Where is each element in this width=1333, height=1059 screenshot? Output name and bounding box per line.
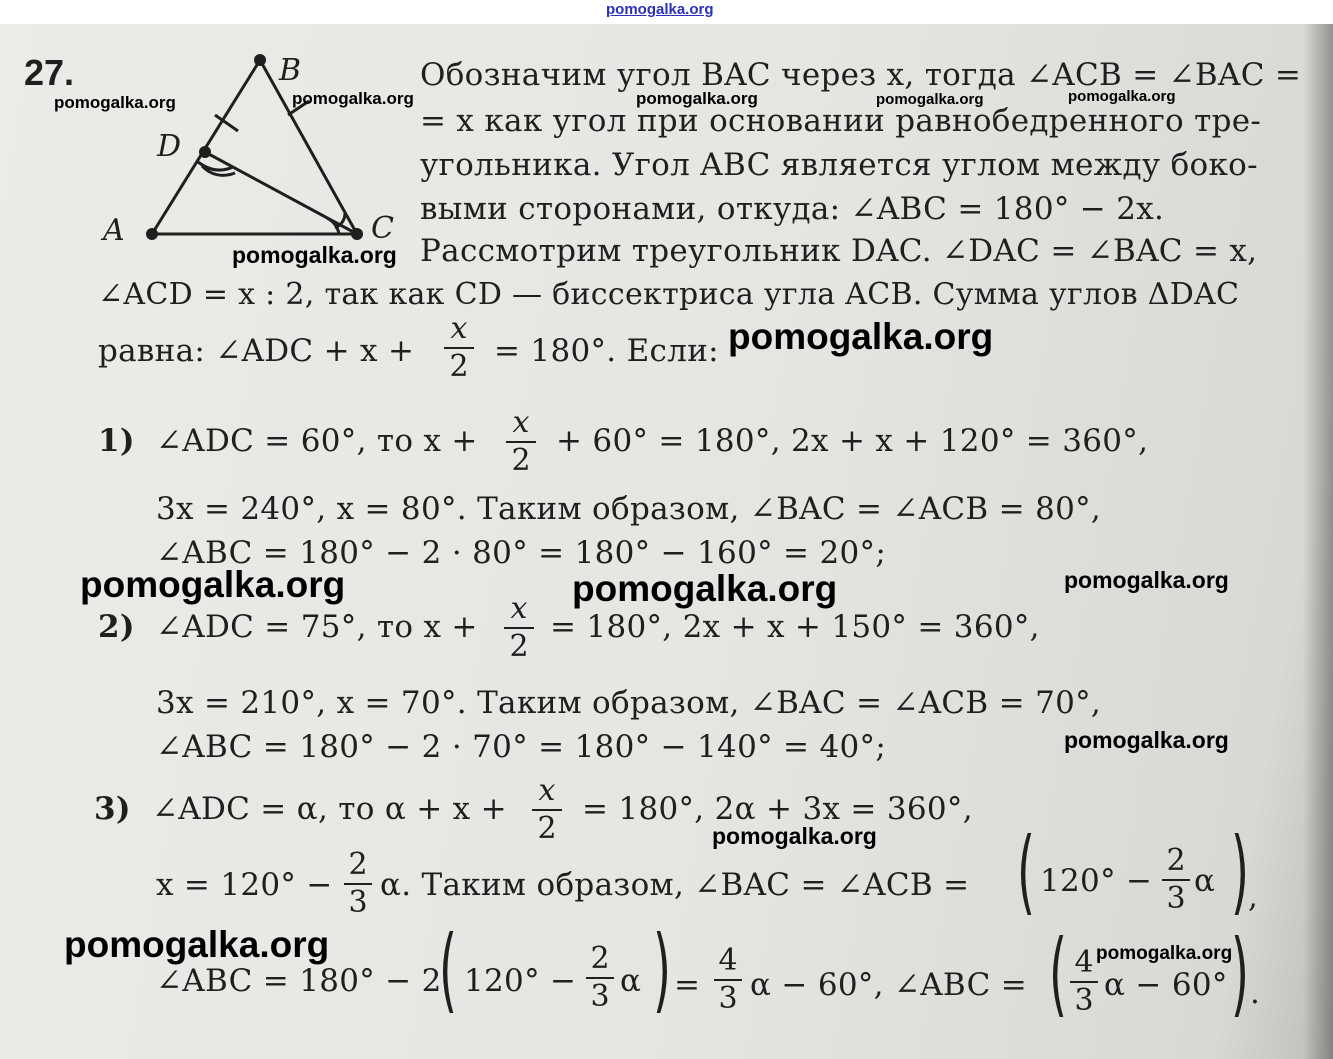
case1-index: 1) bbox=[98, 423, 135, 459]
watermark: pomogalka.org bbox=[80, 564, 346, 605]
case3-line1-left: ∠ADC = α, то α + x + bbox=[152, 791, 507, 827]
case3-line3-eq: = bbox=[674, 967, 701, 1003]
case3-line2-paren-b: α bbox=[1194, 863, 1216, 899]
paren-open-2: ( bbox=[438, 916, 457, 1023]
case2-index: 2) bbox=[98, 609, 135, 645]
case2-line2: 3x = 210°, x = 70°. Таким образом, ∠BAC = ∠ACB = 70°, bbox=[156, 685, 1102, 721]
case1-line1-right: + 60° = 180°, 2x + x + 120° = 360°, bbox=[556, 423, 1149, 459]
case3-fraction-2-3-c: 2 3 bbox=[586, 944, 614, 1012]
watermark: pomogalka.org bbox=[1064, 567, 1229, 593]
intro-line-2: = x как угол при основании равнобедренного тре- bbox=[420, 103, 1262, 139]
case2-line1-left: ∠ADC = 75°, то x + bbox=[156, 609, 478, 645]
watermark: pomogalka.org bbox=[292, 89, 414, 108]
vertex-c bbox=[351, 228, 363, 240]
case3-fraction-2-3-a: 2 3 bbox=[344, 850, 372, 918]
case3-line2-a: x = 120° − bbox=[156, 867, 333, 903]
case3-line3-end: . bbox=[1250, 975, 1261, 1011]
watermark: pomogalka.org bbox=[232, 242, 397, 268]
case2-line1-right: = 180°, 2x + x + 150° = 360°, bbox=[550, 609, 1040, 645]
watermark: pomogalka.org bbox=[54, 93, 176, 112]
page-binding-shadow bbox=[1303, 24, 1333, 1059]
label-b: B bbox=[279, 53, 302, 88]
case3-line3-a: ∠ABC = 180° − 2 bbox=[156, 963, 442, 999]
case3-line3-paren-a: 120° − bbox=[464, 963, 577, 999]
watermark: pomogalka.org bbox=[64, 924, 330, 965]
case3-line2-end: , bbox=[1248, 879, 1259, 915]
case2-line3: ∠ABC = 180° − 2 · 70° = 180° − 140° = 40°; bbox=[156, 729, 887, 765]
sum-line-left: равна: ∠ADC + x + bbox=[98, 333, 415, 369]
watermark: pomogalka.org bbox=[1068, 88, 1176, 105]
paren-open-3: ( bbox=[1048, 920, 1067, 1027]
watermark: pomogalka.org bbox=[728, 316, 994, 357]
watermark: pomogalka.org bbox=[1064, 727, 1229, 753]
watermark: pomogalka.org bbox=[712, 823, 877, 849]
problem-number: 27. bbox=[24, 52, 75, 93]
fraction-x-over-2: x 2 bbox=[444, 314, 474, 382]
paren-close-3: ) bbox=[1230, 920, 1249, 1027]
label-c: C bbox=[371, 211, 394, 246]
watermark: pomogalka.org bbox=[876, 91, 984, 108]
case3-fraction-x2: x 2 bbox=[532, 776, 562, 844]
case3-fraction-2-3-b: 2 3 bbox=[1162, 846, 1190, 914]
case1-line1-left: ∠ADC = 60°, то x + bbox=[156, 423, 478, 459]
sum-line-right: = 180°. Если: bbox=[494, 333, 719, 369]
case3-line2-paren-a: 120° − bbox=[1040, 863, 1153, 899]
intro-line-1: Обозначим угол BAC через x, тогда ∠ACB = ∠BAC = bbox=[420, 57, 1302, 93]
case2-fraction: x 2 bbox=[504, 594, 534, 662]
vertex-a bbox=[146, 228, 158, 240]
case3-line3-paren-c: α − 60° bbox=[1104, 967, 1228, 1003]
paren-close-2: ) bbox=[652, 916, 671, 1023]
paren-close-1: ) bbox=[1230, 818, 1249, 925]
label-d: D bbox=[157, 129, 182, 164]
case3-line1-right: = 180°, 2α + 3x = 360°, bbox=[582, 791, 973, 827]
label-a: A bbox=[103, 213, 125, 248]
vertex-d bbox=[199, 146, 211, 158]
triangle-svg bbox=[95, 45, 405, 255]
case3-line3-paren-b: α bbox=[620, 963, 642, 999]
case3-fraction-4-3-b: 4 3 bbox=[1070, 948, 1098, 1016]
triangle-figure bbox=[95, 45, 405, 259]
intro-line-6: ∠ACD = x : 2, так как CD — биссектриса угла ACB. Сумма углов ΔDAC bbox=[98, 277, 1240, 312]
case3-line2-b: α. Таким образом, ∠BAC = ∠ACB = bbox=[380, 867, 970, 903]
paren-open-1: ( bbox=[1016, 818, 1035, 925]
vertex-b bbox=[254, 54, 266, 66]
case3-index: 3) bbox=[94, 791, 131, 827]
intro-line-4: выми сторонами, откуда: ∠ABC = 180° − 2x. bbox=[420, 191, 1165, 227]
intro-line-3: угольника. Угол ABC является углом между боко- bbox=[420, 147, 1258, 183]
case1-line2: 3x = 240°, x = 80°. Таким образом, ∠BAC = ∠ACB = 80°, bbox=[156, 491, 1102, 527]
case3-line3-c: α − 60°, ∠ABC = bbox=[750, 967, 1028, 1003]
watermark: pomogalka.org bbox=[1096, 943, 1233, 964]
watermark: pomogalka.org bbox=[636, 89, 758, 108]
case1-fraction: x 2 bbox=[506, 408, 536, 476]
watermark: pomogalka.org bbox=[572, 568, 838, 609]
site-header-link[interactable]: pomogalka.org bbox=[606, 1, 714, 18]
case3-fraction-4-3-a: 4 3 bbox=[714, 946, 742, 1014]
case1-line3: ∠ABC = 180° − 2 · 80° = 180° − 160° = 20°; bbox=[156, 535, 887, 571]
intro-line-5: Рассмотрим треугольник DAC. ∠DAC = ∠BAC = x, bbox=[420, 233, 1258, 269]
